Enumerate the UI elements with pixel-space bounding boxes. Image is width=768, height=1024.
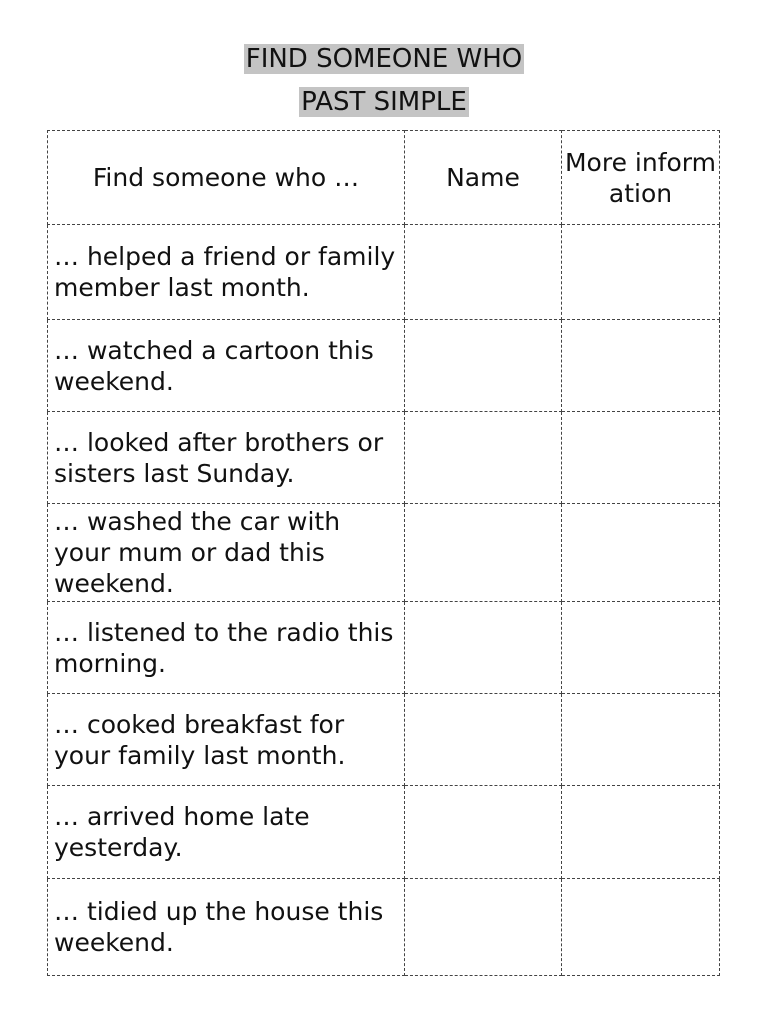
- table-row: [48, 786, 720, 879]
- prompt-cell: … helped a friend or family member last month.: [48, 225, 405, 320]
- info-cell[interactable]: [562, 602, 720, 694]
- table-row: [48, 412, 720, 504]
- info-cell[interactable]: [562, 225, 720, 320]
- info-cell[interactable]: [562, 504, 720, 602]
- info-cell[interactable]: [562, 879, 720, 976]
- worksheet-subtitle-text: PAST SIMPLE: [301, 87, 467, 117]
- name-cell[interactable]: [405, 786, 562, 879]
- table-row: [48, 879, 720, 976]
- table-row: [48, 504, 720, 602]
- name-cell[interactable]: [405, 320, 562, 412]
- prompt-cell: … arrived home late yesterday.: [48, 786, 405, 879]
- prompt-cell: … cooked breakfast for your family last month.: [48, 694, 405, 786]
- info-cell[interactable]: [562, 694, 720, 786]
- name-cell[interactable]: [405, 602, 562, 694]
- table-row: [48, 225, 720, 320]
- name-cell[interactable]: [405, 879, 562, 976]
- prompt-cell: … washed the car with your mum or dad this weekend.: [48, 504, 405, 602]
- find-someone-table: [47, 130, 720, 976]
- table-row: [48, 320, 720, 412]
- header-more-information: More information: [562, 131, 720, 225]
- name-cell[interactable]: [405, 694, 562, 786]
- prompt-cell: … tidied up the house this weekend.: [48, 879, 405, 976]
- name-cell[interactable]: [405, 504, 562, 602]
- worksheet-title-text: FIND SOMEONE WHO: [245, 44, 523, 74]
- header-row: [48, 131, 720, 225]
- table-row: [48, 602, 720, 694]
- worksheet-title: [0, 43, 768, 75]
- info-cell[interactable]: [562, 320, 720, 412]
- prompt-cell: … looked after brothers or sisters last Sunday.: [48, 412, 405, 504]
- header-name: Name: [405, 131, 562, 225]
- name-cell[interactable]: [405, 225, 562, 320]
- header-find-someone: Find someone who …: [48, 131, 405, 225]
- table-row: [48, 694, 720, 786]
- prompt-cell: … listened to the radio this morning.: [48, 602, 405, 694]
- info-cell[interactable]: [562, 412, 720, 504]
- info-cell[interactable]: [562, 786, 720, 879]
- prompt-cell: … watched a cartoon this weekend.: [48, 320, 405, 412]
- worksheet-subtitle: [0, 86, 768, 118]
- name-cell[interactable]: [405, 412, 562, 504]
